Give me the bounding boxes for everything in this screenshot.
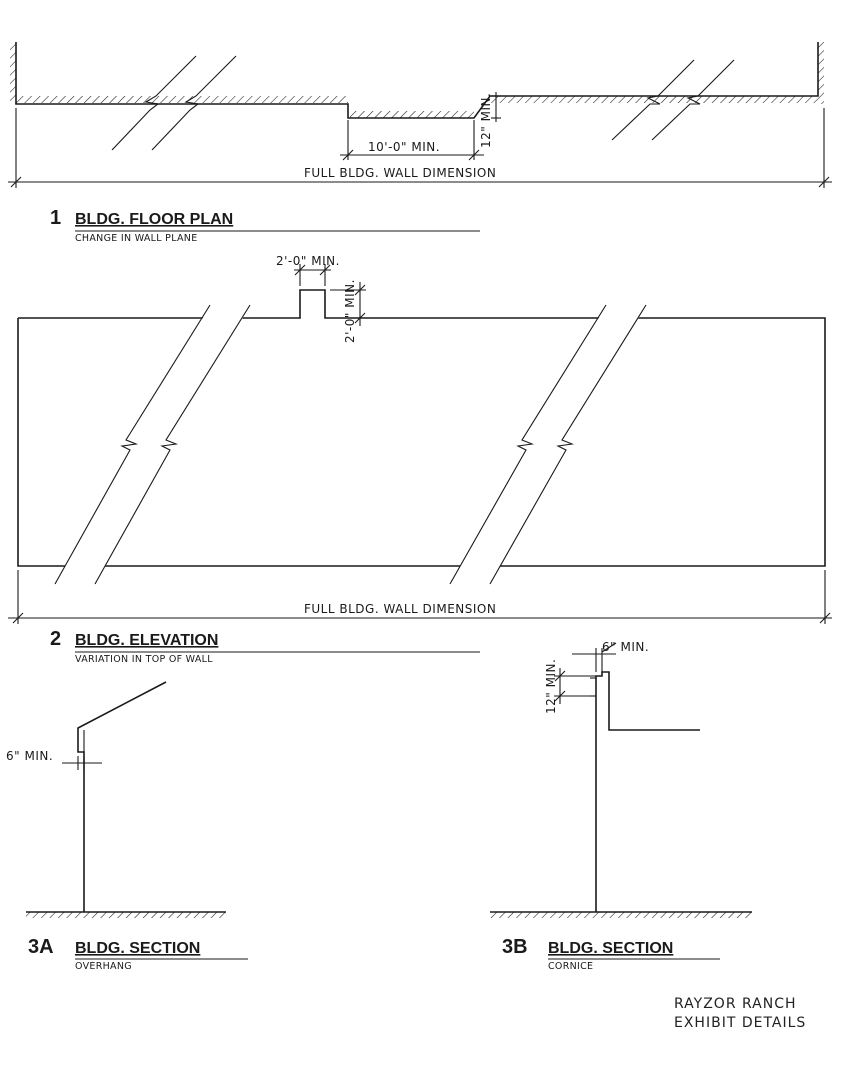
dim-full-floor: FULL BLDG. WALL DIMENSION — [304, 166, 497, 180]
dim-cornice-projection: 6" MIN. — [602, 640, 650, 654]
dim-cornice-height: 12" MIN. — [544, 658, 558, 714]
detail-subtitle-3a: OVERHANG — [75, 961, 132, 972]
dim-offset-width: 10'-0" MIN. — [368, 140, 441, 154]
dim-overhang: 6" MIN. — [6, 749, 54, 763]
section-cornice-drawing — [490, 643, 752, 918]
detail-number-3a: 3A — [28, 936, 54, 958]
elevation-drawing — [8, 264, 832, 624]
detail-number-3b: 3B — [502, 936, 528, 958]
detail-number-1: 1 — [50, 207, 62, 229]
detail-title-2: BLDG. ELEVATION — [75, 632, 219, 649]
project-name: RAYZOR RANCH — [674, 996, 797, 1012]
detail-subtitle-3b: CORNICE — [548, 961, 594, 972]
detail-title-3a: BLDG. SECTION — [75, 940, 201, 957]
dim-full-elevation: FULL BLDG. WALL DIMENSION — [304, 602, 497, 616]
detail-title-3b: BLDG. SECTION — [548, 940, 674, 957]
detail-number-2: 2 — [50, 628, 62, 650]
detail-title-1: BLDG. FLOOR PLAN — [75, 211, 234, 228]
dim-offset-depth: 12" MIN. — [479, 92, 493, 148]
section-overhang-drawing — [26, 682, 226, 918]
detail-subtitle-2: VARIATION IN TOP OF WALL — [75, 654, 213, 665]
dim-parapet-width: 2'-0" MIN. — [276, 254, 340, 268]
project-sheet-title: EXHIBIT DETAILS — [674, 1015, 807, 1031]
dim-parapet-height: 2'-0" MIN. — [343, 279, 357, 343]
detail-subtitle-1: CHANGE IN WALL PLANE — [75, 233, 198, 244]
